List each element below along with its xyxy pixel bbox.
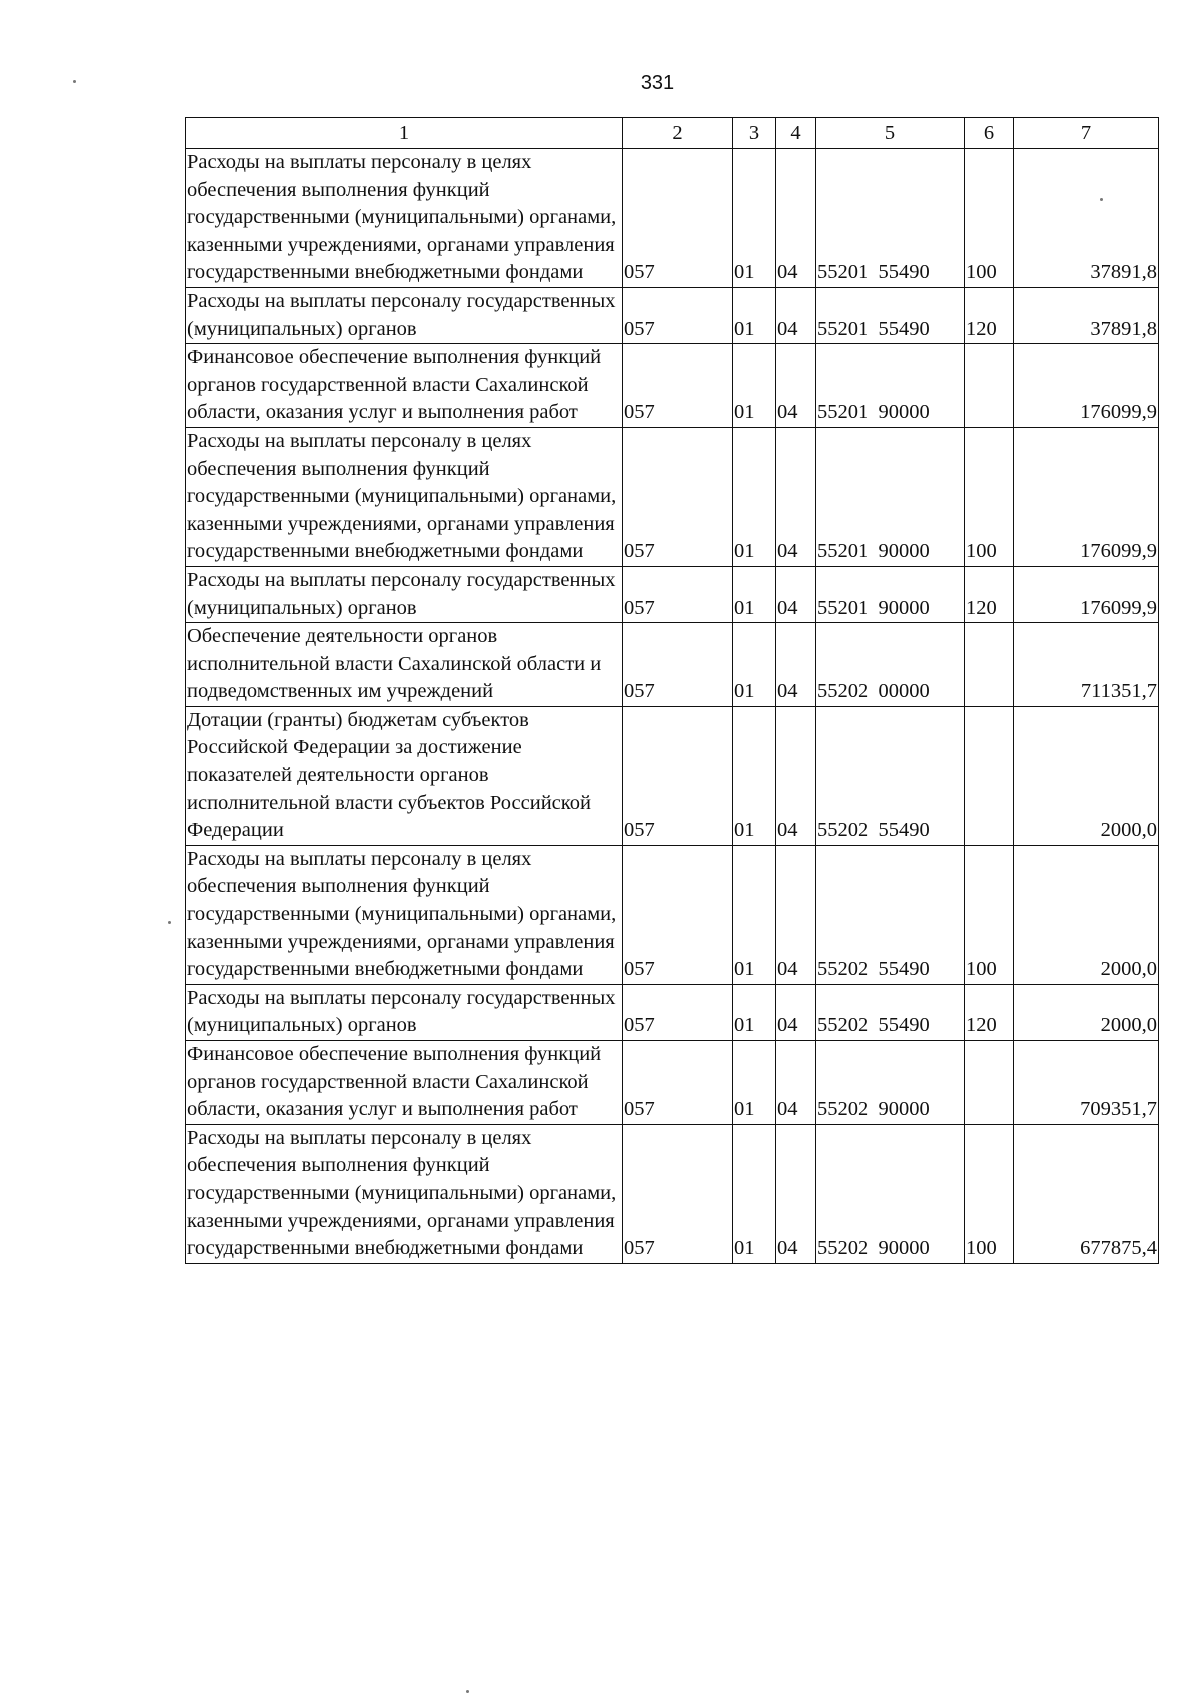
row-amount-cell: 709351,7 — [1014, 1041, 1159, 1125]
row-col6-cell — [965, 1041, 1014, 1125]
row-col4-cell: 04 — [776, 427, 816, 566]
row-name-cell: Расходы на выплаты персоналу в целях обеспечения выполнения функций государственными (муниципальными) органами, казенными учреждениями, органами управления государственными внебюджетными фондами — [186, 427, 623, 566]
row-name-cell: Расходы на выплаты персоналу в целях обеспечения выполнения функций государственными (муниципальными) органами, казенными учреждениями, органами управления государственными внебюджетными фондами — [186, 845, 623, 984]
table-row — [186, 427, 1159, 566]
row-col5-cell: 55202 90000 — [816, 1041, 965, 1125]
row-col2-cell: 057 — [623, 706, 733, 845]
row-col4-cell: 04 — [776, 287, 816, 343]
row-amount-cell: 176099,9 — [1014, 566, 1159, 622]
row-col5-cell: 55202 55490 — [816, 984, 965, 1040]
row-col6-cell: 120 — [965, 566, 1014, 622]
row-col3-cell: 01 — [733, 566, 776, 622]
table-row — [186, 706, 1159, 845]
table-row — [186, 1041, 1159, 1125]
table-row — [186, 845, 1159, 984]
row-col3-cell: 01 — [733, 427, 776, 566]
scan-speck — [466, 1690, 469, 1693]
column-header: 3 — [733, 118, 776, 149]
row-col3-cell: 01 — [733, 984, 776, 1040]
table-row — [186, 287, 1159, 343]
row-amount-cell: 711351,7 — [1014, 623, 1159, 707]
row-col4-cell: 04 — [776, 706, 816, 845]
column-header: 2 — [623, 118, 733, 149]
column-header: 4 — [776, 118, 816, 149]
row-name-cell: Расходы на выплаты персоналу государственных (муниципальных) органов — [186, 566, 623, 622]
table-row — [186, 1124, 1159, 1263]
column-header: 5 — [816, 118, 965, 149]
scan-speck — [168, 921, 171, 924]
row-col2-cell: 057 — [623, 287, 733, 343]
scan-speck — [73, 80, 76, 83]
page-number: 331 — [640, 72, 675, 94]
row-col4-cell: 04 — [776, 149, 816, 288]
row-col6-cell: 100 — [965, 1124, 1014, 1263]
row-amount-cell: 2000,0 — [1014, 984, 1159, 1040]
row-name-cell: Расходы на выплаты персоналу государственных (муниципальных) органов — [186, 287, 623, 343]
row-name-cell: Расходы на выплаты персоналу в целях обеспечения выполнения функций государственными (муниципальными) органами, казенными учреждениями, органами управления государственными внебюджетными фондами — [186, 1124, 623, 1263]
row-col6-cell: 120 — [965, 287, 1014, 343]
row-col2-cell: 057 — [623, 566, 733, 622]
row-amount-cell: 176099,9 — [1014, 427, 1159, 566]
column-header: 1 — [186, 118, 623, 149]
row-col6-cell — [965, 706, 1014, 845]
row-col5-cell: 55202 90000 — [816, 1124, 965, 1263]
row-col5-cell: 55202 55490 — [816, 845, 965, 984]
row-col3-cell: 01 — [733, 1041, 776, 1125]
row-name-cell: Финансовое обеспечение выполнения функций органов государственной власти Сахалинской области, оказания услуг и выполнения работ — [186, 1041, 623, 1125]
row-col5-cell: 55201 90000 — [816, 427, 965, 566]
table-row — [186, 623, 1159, 707]
row-col5-cell: 55201 55490 — [816, 287, 965, 343]
row-col4-cell: 04 — [776, 1041, 816, 1125]
row-name-cell: Обеспечение деятельности органов исполнительной власти Сахалинской области и подведомственных им учреждений — [186, 623, 623, 707]
row-amount-cell: 2000,0 — [1014, 845, 1159, 984]
row-col2-cell: 057 — [623, 623, 733, 707]
row-amount-cell: 2000,0 — [1014, 706, 1159, 845]
row-col3-cell: 01 — [733, 149, 776, 288]
row-name-cell: Финансовое обеспечение выполнения функций органов государственной власти Сахалинской области, оказания услуг и выполнения работ — [186, 344, 623, 428]
row-col3-cell: 01 — [733, 1124, 776, 1263]
row-col2-cell: 057 — [623, 427, 733, 566]
row-col2-cell: 057 — [623, 984, 733, 1040]
row-col6-cell: 100 — [965, 427, 1014, 566]
row-name-cell: Расходы на выплаты персоналу государственных (муниципальных) органов — [186, 984, 623, 1040]
table-row — [186, 149, 1159, 288]
row-col2-cell: 057 — [623, 149, 733, 288]
table-header-row — [186, 118, 1159, 149]
row-col5-cell: 55201 90000 — [816, 566, 965, 622]
row-col5-cell: 55202 55490 — [816, 706, 965, 845]
row-col6-cell: 100 — [965, 149, 1014, 288]
row-col2-cell: 057 — [623, 1041, 733, 1125]
row-col4-cell: 04 — [776, 566, 816, 622]
column-header: 7 — [1014, 118, 1159, 149]
table-row — [186, 566, 1159, 622]
row-col4-cell: 04 — [776, 344, 816, 428]
row-col3-cell: 01 — [733, 623, 776, 707]
budget-table — [185, 117, 1159, 1264]
row-col6-cell — [965, 344, 1014, 428]
row-col5-cell: 55202 00000 — [816, 623, 965, 707]
row-col6-cell: 120 — [965, 984, 1014, 1040]
row-amount-cell: 176099,9 — [1014, 344, 1159, 428]
row-col3-cell: 01 — [733, 344, 776, 428]
row-col2-cell: 057 — [623, 1124, 733, 1263]
table-row — [186, 344, 1159, 428]
row-col2-cell: 057 — [623, 845, 733, 984]
row-col2-cell: 057 — [623, 344, 733, 428]
row-col3-cell: 01 — [733, 706, 776, 845]
row-col3-cell: 01 — [733, 287, 776, 343]
table-row — [186, 984, 1159, 1040]
row-col6-cell: 100 — [965, 845, 1014, 984]
row-col4-cell: 04 — [776, 623, 816, 707]
row-name-cell: Расходы на выплаты персоналу в целях обеспечения выполнения функций государственными (муниципальными) органами, казенными учреждениями, органами управления государственными внебюджетными фондами — [186, 149, 623, 288]
row-col6-cell — [965, 623, 1014, 707]
row-col3-cell: 01 — [733, 845, 776, 984]
row-amount-cell: 677875,4 — [1014, 1124, 1159, 1263]
row-col5-cell: 55201 55490 — [816, 149, 965, 288]
column-header: 6 — [965, 118, 1014, 149]
row-amount-cell: 37891,8 — [1014, 149, 1159, 288]
row-col4-cell: 04 — [776, 845, 816, 984]
row-col4-cell: 04 — [776, 1124, 816, 1263]
row-name-cell: Дотации (гранты) бюджетам субъектов Российской Федерации за достижение показателей деятельности органов исполнительной власти субъектов Российской Федерации — [186, 706, 623, 845]
row-col5-cell: 55201 90000 — [816, 344, 965, 428]
row-amount-cell: 37891,8 — [1014, 287, 1159, 343]
scan-speck — [1100, 198, 1103, 201]
row-col4-cell: 04 — [776, 984, 816, 1040]
